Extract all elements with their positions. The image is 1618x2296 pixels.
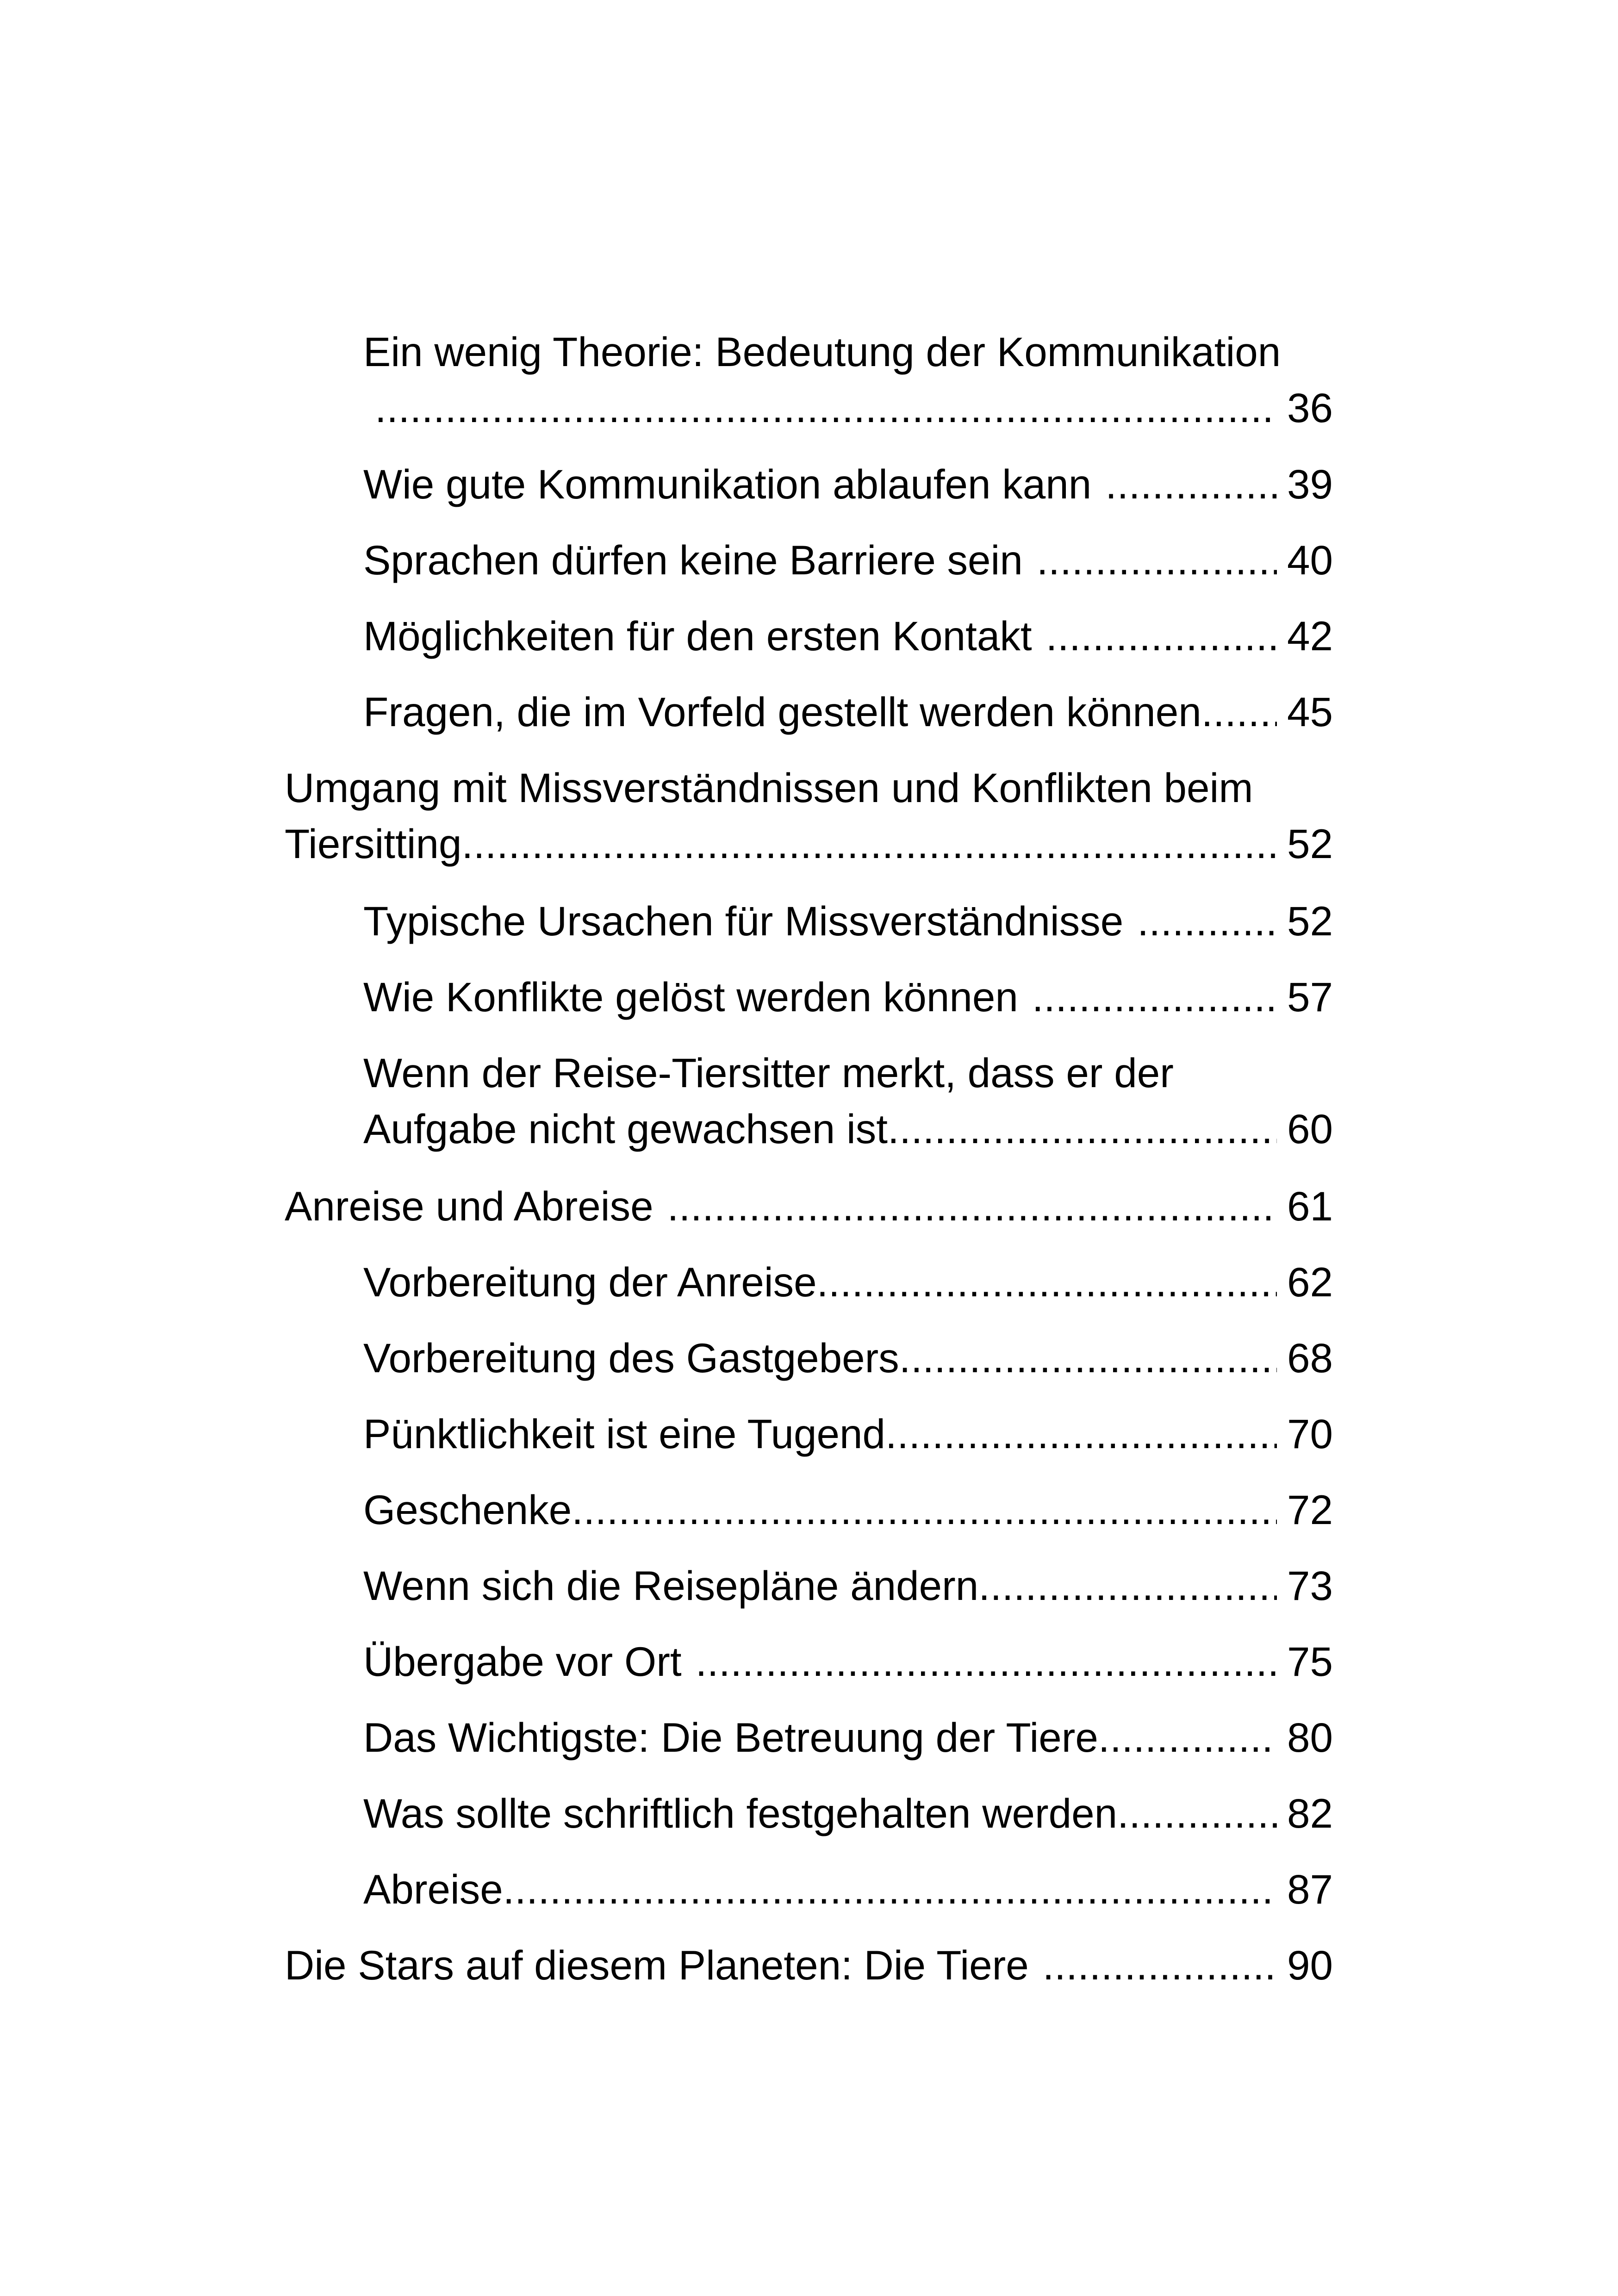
toc-page-number: 57 <box>1287 974 1333 1020</box>
toc-entry-title: Wie Konflikte gelöst werden können <box>363 974 1018 1020</box>
toc-entry[interactable] <box>363 684 1333 740</box>
toc-leader-dots <box>1105 456 1277 512</box>
toc-entry-title: Übergabe vor Ort <box>363 1638 682 1685</box>
toc-entry[interactable] <box>363 969 1333 1025</box>
toc-leader-dots <box>503 1861 1277 1917</box>
toc-leader-dots <box>1037 532 1277 588</box>
toc-leader-dots <box>1201 684 1277 740</box>
toc-leader-dots <box>1137 893 1277 949</box>
toc-entry-title: Vorbereitung des Gastgebers <box>363 1335 899 1381</box>
toc-entry-title: Typische Ursachen für Missverständnisse <box>363 898 1124 944</box>
toc-entry-title: Fragen, die im Vorfeld gestellt werden können <box>363 689 1201 735</box>
toc-leader-dots <box>696 1634 1277 1690</box>
toc-leader-dots <box>1046 608 1277 664</box>
toc-page-number: 75 <box>1287 1638 1333 1685</box>
toc-page-number: 82 <box>1287 1790 1333 1836</box>
toc-page-number: 68 <box>1287 1335 1333 1381</box>
toc-leader-dots <box>817 1254 1277 1310</box>
toc-entry-title: Geschenke <box>363 1487 572 1533</box>
toc-entry[interactable] <box>363 1634 1333 1690</box>
toc-page-number: 80 <box>1287 1714 1333 1761</box>
toc-entry-title: Abreise <box>363 1866 503 1912</box>
toc-leader-dots <box>888 1101 1277 1157</box>
toc-entry-title-cont: Aufgabe nicht gewachsen ist <box>363 1106 888 1152</box>
toc-entry[interactable] <box>363 1861 1333 1917</box>
toc-entry-title: Anreise und Abreise <box>285 1183 653 1229</box>
toc-leader-dots <box>1098 1710 1277 1766</box>
toc-page-number: 40 <box>1287 537 1333 583</box>
toc-entry[interactable] <box>363 532 1333 588</box>
toc-entry[interactable] <box>363 893 1333 949</box>
toc-leader-dots <box>885 1406 1277 1462</box>
toc-leader-dots <box>375 380 1277 436</box>
toc-entry[interactable] <box>363 1786 1333 1842</box>
toc-entry-title: Das Wichtigste: Die Betreuung der Tiere <box>363 1714 1098 1761</box>
toc-entry-title: Pünktlichkeit ist eine Tugend <box>363 1411 886 1457</box>
toc-page-number: 72 <box>1287 1487 1333 1533</box>
toc-page-number: 39 <box>1287 461 1333 507</box>
toc-entry[interactable] <box>363 324 1333 436</box>
toc-entry[interactable] <box>363 1710 1333 1766</box>
toc-entry-title: Sprachen dürfen keine Barriere sein <box>363 537 1023 583</box>
toc-page-number: 52 <box>1287 821 1333 867</box>
toc-entry[interactable] <box>363 608 1333 664</box>
toc-entry-title: Die Stars auf diesem Planeten: Die Tiere <box>285 1942 1029 1988</box>
toc-page-number: 62 <box>1287 1259 1333 1305</box>
toc-entry-title: Möglichkeiten für den ersten Kontakt <box>363 613 1032 659</box>
toc-leader-dots <box>572 1482 1277 1538</box>
toc-entry-title: Wenn der Reise-Tiersitter merkt, dass er der <box>363 1050 1174 1096</box>
toc-entry-title-cont: Tiersitting <box>285 821 462 867</box>
toc-page-number: 60 <box>1287 1106 1333 1152</box>
toc-entry[interactable] <box>363 456 1333 512</box>
toc-entry-title: Umgang mit Missverständnissen und Konflikten beim <box>285 765 1253 811</box>
toc-entry[interactable] <box>363 1330 1333 1386</box>
toc-leader-dots <box>461 816 1277 872</box>
toc-page-number: 52 <box>1287 898 1333 944</box>
toc-page-number: 45 <box>1287 689 1333 735</box>
toc-entry[interactable] <box>363 1045 1333 1157</box>
toc-page-number: 42 <box>1287 613 1333 659</box>
toc-entry-title: Wie gute Kommunikation ablaufen kann <box>363 461 1092 507</box>
toc-page-number: 36 <box>1287 385 1333 431</box>
toc-leader-dots <box>1043 1937 1277 1993</box>
toc-page-number: 87 <box>1287 1866 1333 1912</box>
toc-entry[interactable] <box>363 1558 1333 1614</box>
toc-page-number: 61 <box>1287 1183 1333 1229</box>
toc-page-number: 90 <box>1287 1942 1333 1988</box>
toc-entry-title: Ein wenig Theorie: Bedeutung der Kommunikation <box>363 329 1281 375</box>
toc-entry[interactable] <box>363 1254 1333 1310</box>
toc-leader-dots <box>1117 1786 1277 1842</box>
toc-chapter-entry[interactable] <box>285 1178 1333 1234</box>
toc-leader-dots <box>978 1558 1277 1614</box>
toc-chapter-entry[interactable] <box>285 760 1333 872</box>
toc-chapter-entry[interactable] <box>285 1937 1333 1993</box>
toc-page-number: 73 <box>1287 1562 1333 1609</box>
toc-entry-title: Was sollte schriftlich festgehalten werden <box>363 1790 1118 1836</box>
toc-leader-dots <box>667 1178 1277 1234</box>
toc-entry[interactable] <box>363 1482 1333 1538</box>
toc-leader-dots <box>899 1330 1277 1386</box>
toc-entry-title: Vorbereitung der Anreise <box>363 1259 817 1305</box>
toc-leader-dots <box>1032 969 1277 1025</box>
toc-page-number: 70 <box>1287 1411 1333 1457</box>
toc-entry[interactable] <box>363 1406 1333 1462</box>
toc-entry-title: Wenn sich die Reisepläne ändern <box>363 1562 979 1609</box>
